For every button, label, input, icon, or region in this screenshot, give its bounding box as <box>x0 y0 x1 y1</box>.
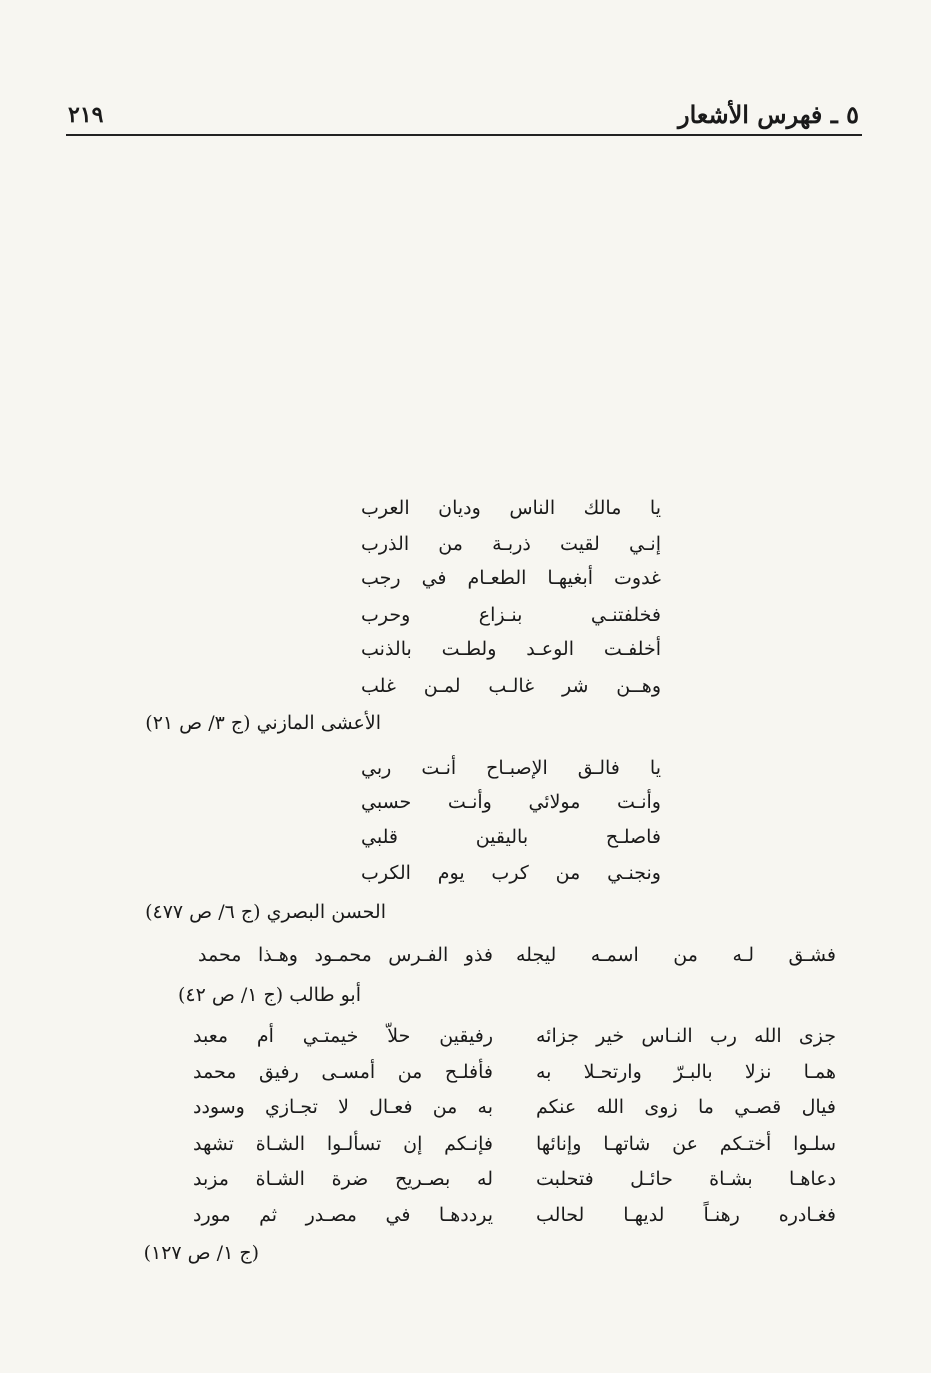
page-title: ٥ ـ فهرس الأشعار <box>677 100 859 129</box>
poem-4-hemistich-left: رفيقين حلاّ خيمتـي أم معبد <box>193 1025 493 1047</box>
poem-3-hemistich-left: فذو الفـرس محمـود وهـذا محمد <box>198 944 493 966</box>
poem-1-line: أخلفـت الوعـد ولطـت بالذنب <box>361 638 661 660</box>
poem-2-line: فاصلـح باليقين قلبي <box>361 826 661 848</box>
poem-1-line: فخلفتنـي بنـزاع وحرب <box>361 604 661 626</box>
poem-2-line: ونجنـي من كرب يوم الكرب <box>361 862 661 884</box>
page-number: ٢١٩ <box>68 102 104 128</box>
poem-4-hemistich-right: سلـوا أختـكم عن شاتهـا وإنائها <box>536 1133 836 1155</box>
poem-4-hemistich-left: يرددهـا في مصـدر ثم مورد <box>193 1204 493 1226</box>
poem-4-hemistich-right: فغـادره رهنـاً لديهـا لحالب <box>536 1204 836 1226</box>
poem-4-attribution: (ج ١/ ص ١٢٧) <box>143 1242 259 1264</box>
header-rule <box>66 134 862 136</box>
poem-4-hemistich-left: فأفلـح من أمسـى رفيق محمد <box>193 1061 493 1083</box>
poem-2-line: وأنـت مولائي وأنـت حسبي <box>361 791 661 813</box>
poem-4-hemistich-right: دعاهـا بشـاة حائـل فتحلبت <box>536 1168 836 1190</box>
poem-4-hemistich-right: جزى الله رب النـاس خير جزائه <box>536 1025 836 1047</box>
poem-2-line: يا فالـق الإصبـاح أنـت ربي <box>361 757 661 779</box>
poem-1-attribution: الأعشى المازني (ج ٣/ ص ٢١) <box>145 712 381 734</box>
poem-4-hemistich-right: همـا نزلا بالبـرّ وارتحـلا به <box>536 1061 836 1083</box>
poem-1-line: يا مالك الناس وديان العرب <box>361 497 661 519</box>
poem-1-line: إنـي لقيت ذربـة من الذرب <box>361 533 661 555</box>
poem-1-line: وهــن شر غالـب لمـن غلب <box>361 675 661 697</box>
poem-4-hemistich-left: له بصـريح ضرة الشـاة مزبد <box>193 1168 493 1190</box>
poem-4-hemistich-left: فإنـكم إن تسألـوا الشـاة تشهد <box>193 1133 493 1155</box>
poem-1-line: غدوت أبغيهـا الطعـام في رجب <box>361 567 661 589</box>
poem-4-hemistich-left: به من فعـال لا تجـازي وسودد <box>193 1096 493 1118</box>
poem-3-attribution: أبو طالب (ج ١/ ص ٤٢) <box>177 984 361 1006</box>
poem-3-hemistich-right: فشـق لـه من اسمـه ليجله <box>516 944 836 966</box>
poem-2-attribution: الحسن البصري (ج ٦/ ص ٤٧٧) <box>145 901 386 923</box>
poem-4-hemistich-right: فيال قصـي ما زوى الله عنكم <box>536 1096 836 1118</box>
